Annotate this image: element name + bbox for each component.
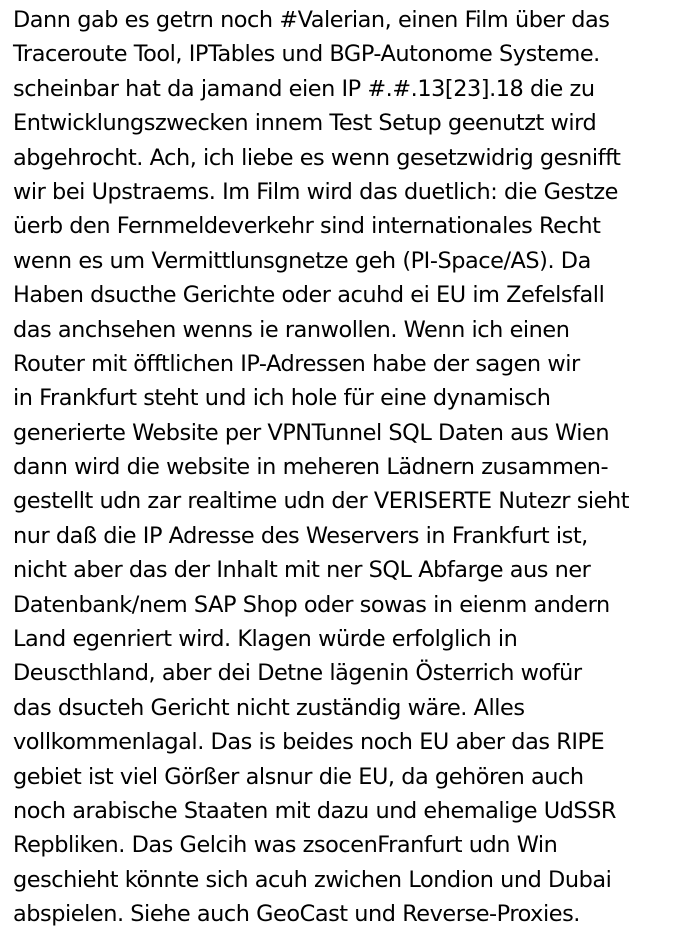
text-line: Entwicklungszwecken innem Test Setup geenutzt wird — [13, 110, 597, 137]
text-line: scheinbar hat da jamand eien IP #.#.13[23].18 die zu — [13, 75, 595, 102]
text-line: üerb den Fernmeldeverkehr sind internationales Recht — [13, 213, 601, 240]
text-line: gebiet ist viel Görßer alsnur die EU, da gehören auch — [13, 763, 584, 790]
text-line: noch arabische Staaten mit dazu und ehemalige UdSSR — [13, 797, 617, 824]
text-line: Router mit öfftlichen IP-Adressen habe der sagen wir — [13, 350, 580, 377]
text-line: Deuscthland, aber dei Detne lägenin Österrich wofür — [13, 660, 582, 687]
text-line: generierte Website per VPNTunnel SQL Daten aus Wien — [13, 419, 610, 446]
text-line: Traceroute Tool, IPTables und BGP-Autonome Systeme. — [13, 41, 600, 68]
text-line: nur daß die IP Adresse des Weservers in Frankfurt ist, — [13, 522, 588, 549]
text-line: Repbliken. Das Gelcih was zsocenFranfurt udn Win — [13, 832, 558, 859]
text-line: wenn es um Vermittlunsgnetze geh (PI-Space/AS). Da — [13, 247, 591, 274]
text-line: abgehrocht. Ach, ich liebe es wenn gesetzwidrig gesnifft — [13, 144, 621, 171]
text-line: in Frankfurt steht und ich hole für eine dynamisch — [13, 385, 551, 412]
text-line: Land egenriert wird. Klagen würde erfolglich in — [13, 626, 518, 653]
text-line: abspielen. Siehe auch GeoCast und Reverse-Proxies. — [13, 901, 580, 928]
text-line: das anchsehen wenns ie ranwollen. Wenn ich einen — [13, 316, 570, 343]
text-line: Datenbank/nem SAP Shop oder sowas in eienm andern — [13, 591, 610, 618]
text-line: Dann gab es getrn noch #Valerian, einen Film über das — [13, 7, 610, 33]
text-line: Haben dsucthe Gerichte oder acuhd ei EU im Zefelsfall — [13, 282, 605, 309]
text-line: gestellt udn zar realtime udn der VERISERTE Nutezr sieht — [13, 488, 630, 515]
text-line: wir bei Upstraems. Im Film wird das duetlich: die Gestze — [13, 178, 618, 205]
text-line: dann wird die website in meheren Lädnern zusammen- — [13, 454, 609, 481]
text-line: nicht aber das der Inhalt mit ner SQL Abfarge aus ner — [13, 557, 591, 584]
text-line: vollkommenlagal. Das is beides noch EU aber das RIPE — [13, 729, 605, 756]
text-line: das dsucteh Gericht nicht zuständig wäre. Alles — [13, 694, 525, 721]
text-line: geschieht könnte sich acuh zwichen Londion und Dubai — [13, 866, 612, 893]
body-text — [13, 3, 681, 932]
